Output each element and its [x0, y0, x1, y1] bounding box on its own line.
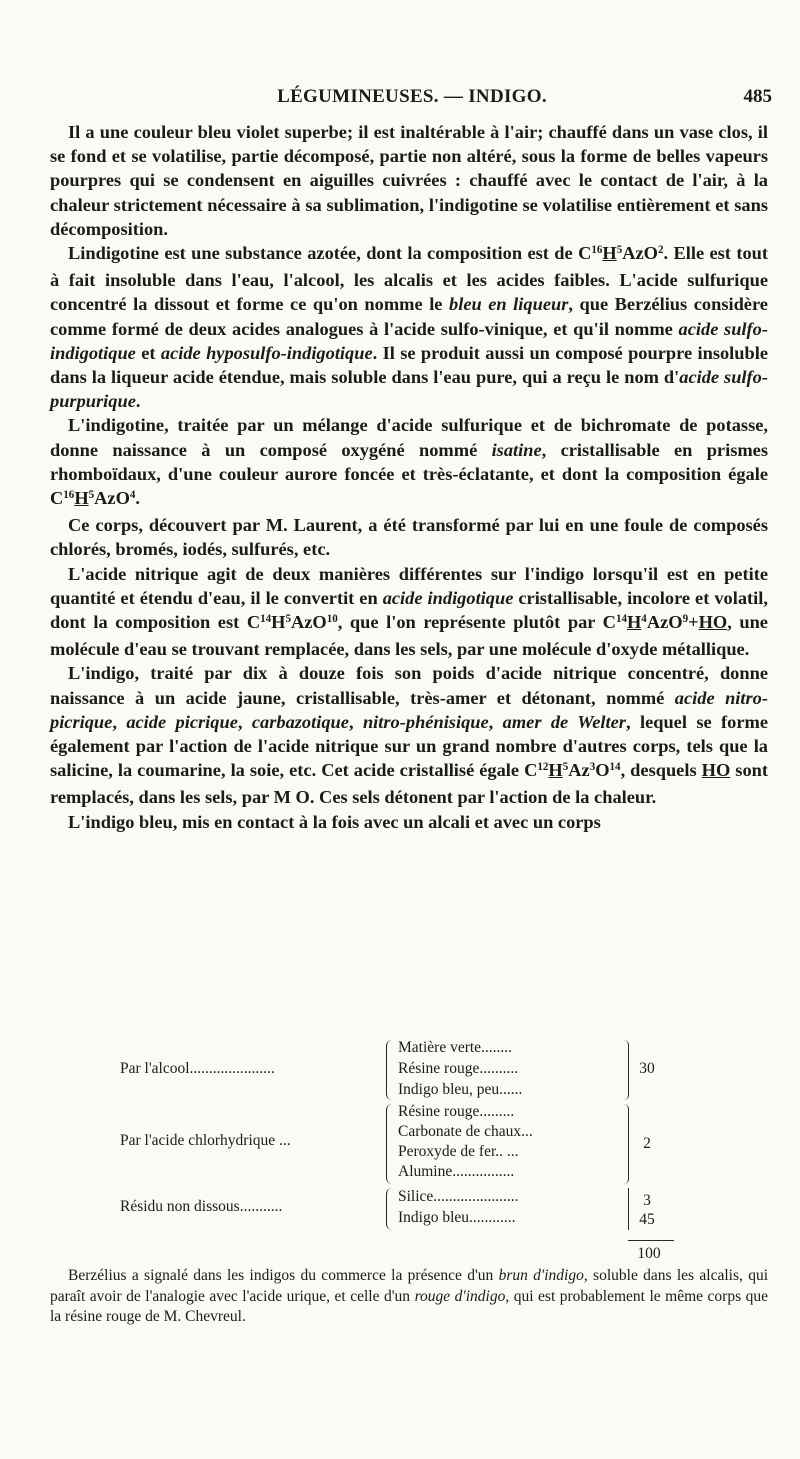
formula: $C^{16}H^5AzO^2$: [578, 243, 664, 264]
paragraph: Ce corps, découvert par M. Laurent, a été transformé par lui en une foule de composés chlorés, bromés, iodés, sulfurés, etc.: [50, 515, 768, 560]
footnote: Berzélius a signalé dans les indigos du commerce la présence d'un brun d'indigo, soluble dans les alcalis, qui paraît avoir de l'analogie avec l'acide urique, et celle d'un rouge d'indigo, qui est probablement le même corps que la résine rouge de M. Chevreul.: [50, 1267, 769, 1325]
table-row-label: Par l'acide chlorhydrique ...: [120, 1132, 291, 1149]
italic-term: carbazotique: [251, 711, 349, 732]
italic-term: brun d'indigo: [498, 1267, 584, 1284]
italic-term: amer de Welter: [502, 711, 626, 732]
italic-term: acide sulfo-purpurique: [50, 367, 768, 412]
italic-term: rouge d'indigo: [414, 1287, 506, 1305]
page-header: [52, 86, 772, 116]
table-value: 3: [643, 1192, 651, 1209]
table-row-label: Résidu non dissous...........: [120, 1198, 283, 1215]
right-brace: [620, 1104, 629, 1184]
table-item: Peroxyde de fer.. ...: [398, 1143, 519, 1160]
table-value: 30: [639, 1060, 655, 1077]
table-item: Résine rouge.........: [398, 1103, 515, 1120]
formula: $C^{14}H^4AzO^9+HO$: [602, 612, 728, 633]
italic-term: acide hyposulfo-indigotique: [160, 342, 373, 363]
table-value: 2: [643, 1135, 651, 1152]
italic-term: acide nitro-picrique: [50, 687, 768, 732]
table-item: Silice......................: [398, 1188, 519, 1205]
formula: $C^{16}H^5AzO^4$: [50, 488, 136, 509]
table-item: Carbonate de chaux...: [398, 1123, 533, 1140]
formula: HO: [701, 760, 731, 781]
italic-term: acide sulfo-indigotique: [50, 318, 768, 363]
paragraph: L'indigo bleu, mis en contact à la fois avec un alcali et avec un corps: [68, 811, 601, 832]
page-number: 485: [743, 86, 772, 107]
running-title: LÉGUMINEUSES. — INDIGO.: [277, 86, 547, 107]
total-rule: [628, 1240, 674, 1241]
table-value: 45: [639, 1211, 655, 1228]
italic-term: acide indigotique: [382, 587, 514, 608]
table-item: Indigo bleu, peu......: [398, 1081, 523, 1098]
paragraph: L'indigotine, traitée par un mélange d'acide sulfurique et de bichromate de potasse, donne naissance à un composé oxygéné nommé isatine, cristallisable en prismes rhomboïdaux, d'une couleur aurore foncée et très-éclatante, et dont la composition égale $C^{16}H^5AzO^4$.: [50, 415, 768, 509]
table-item: Matière verte........: [398, 1039, 513, 1056]
paragraph: Lindigotine est une substance azotée, dont la composition est de $C^{16}H^5AzO^2$. Elle est tout à fait insoluble dans l'eau, l'alcool, les alcalis et les acides faibles. L'acide sulfurique concentré la dissout et forme ce qu'on nomme le bleu en liqueur, que Berzélius considère comme formé de deux acides analogues à l'acide sulfo-vinique, et qu'il nomme acide sulfo-indigotique et acide hyposulfo-indigotique. Il se produit aussi un composé pourpre insoluble dans la liqueur acide étendue, mais soluble dans l'eau pure, qui a reçu le nom d'acide sulfo-purpurique.: [50, 243, 769, 412]
formula: $C^{14}H^5AzO^{10}$: [246, 612, 338, 633]
italic-term: isatine: [491, 439, 542, 460]
table-item: Résine rouge..........: [398, 1060, 519, 1077]
paragraph: Il a une couleur bleu violet superbe; il est inaltérable à l'air; chauffé dans un vase clos, il se fond et se volatilise, partie décomposé, partie non altéré, sous la forme de belles vapeurs pourpres qui se condensent en aiguilles cuivrées : chauffé avec le contact de l'air, à la chaleur strictement nécessaire à sa sublimation, l'indigotine se volatilise entièrement et sans décomposition.: [50, 122, 768, 239]
formula: $C^{12}H^5Az^3O^{14}$: [524, 760, 621, 781]
right-brace: [620, 1188, 629, 1230]
table-item: Alumine................: [398, 1163, 515, 1180]
paragraph: L'acide nitrique agit de deux manières différentes sur l'indigo lorsqu'il est en petite quantité et étendu d'eau, il le convertit en acide indigotique cristallisable, incolore et volatil, dont la composition est $C^{14}H^5AzO^{10}$, que l'on représente plutôt par $C^{14}H^4AzO^9+HO$, une molécule d'eau se trouvant remplacée, dans les sels, par une molécule d'oxyde métallique.: [50, 563, 768, 660]
italic-term: nitro-phénisique: [362, 711, 489, 732]
italic-term: acide picrique: [126, 711, 238, 732]
table-row-label: Par l'alcool......................: [120, 1060, 275, 1077]
composition-table: [50, 1036, 768, 1276]
body-text: [50, 120, 768, 834]
table-item: Indigo bleu............: [398, 1209, 516, 1226]
paragraph: L'indigo, traité par dix à douze fois son poids d'acide nitrique concentré, donne naissance à un acide jaune, cristallisable, très-amer et détonant, nommé acide nitro-picrique, acide picrique, carbazotique, nitro-phénisique, amer de Welter, lequel se forme également par l'action de l'acide nitrique sur un grand nombre d'autres corps, tels que la salicine, la coumarine, la soie, etc. Cet acide cristallisé égale $C^{12}H^5Az^3O^{14}$, desquels HO sont remplacés, dans les sels, par M O. Ces sels détonent par l'action de la chaleur.: [50, 663, 769, 808]
italic-term: bleu en liqueur: [449, 294, 569, 315]
table-total: 100: [637, 1245, 661, 1262]
right-brace: [620, 1040, 629, 1100]
